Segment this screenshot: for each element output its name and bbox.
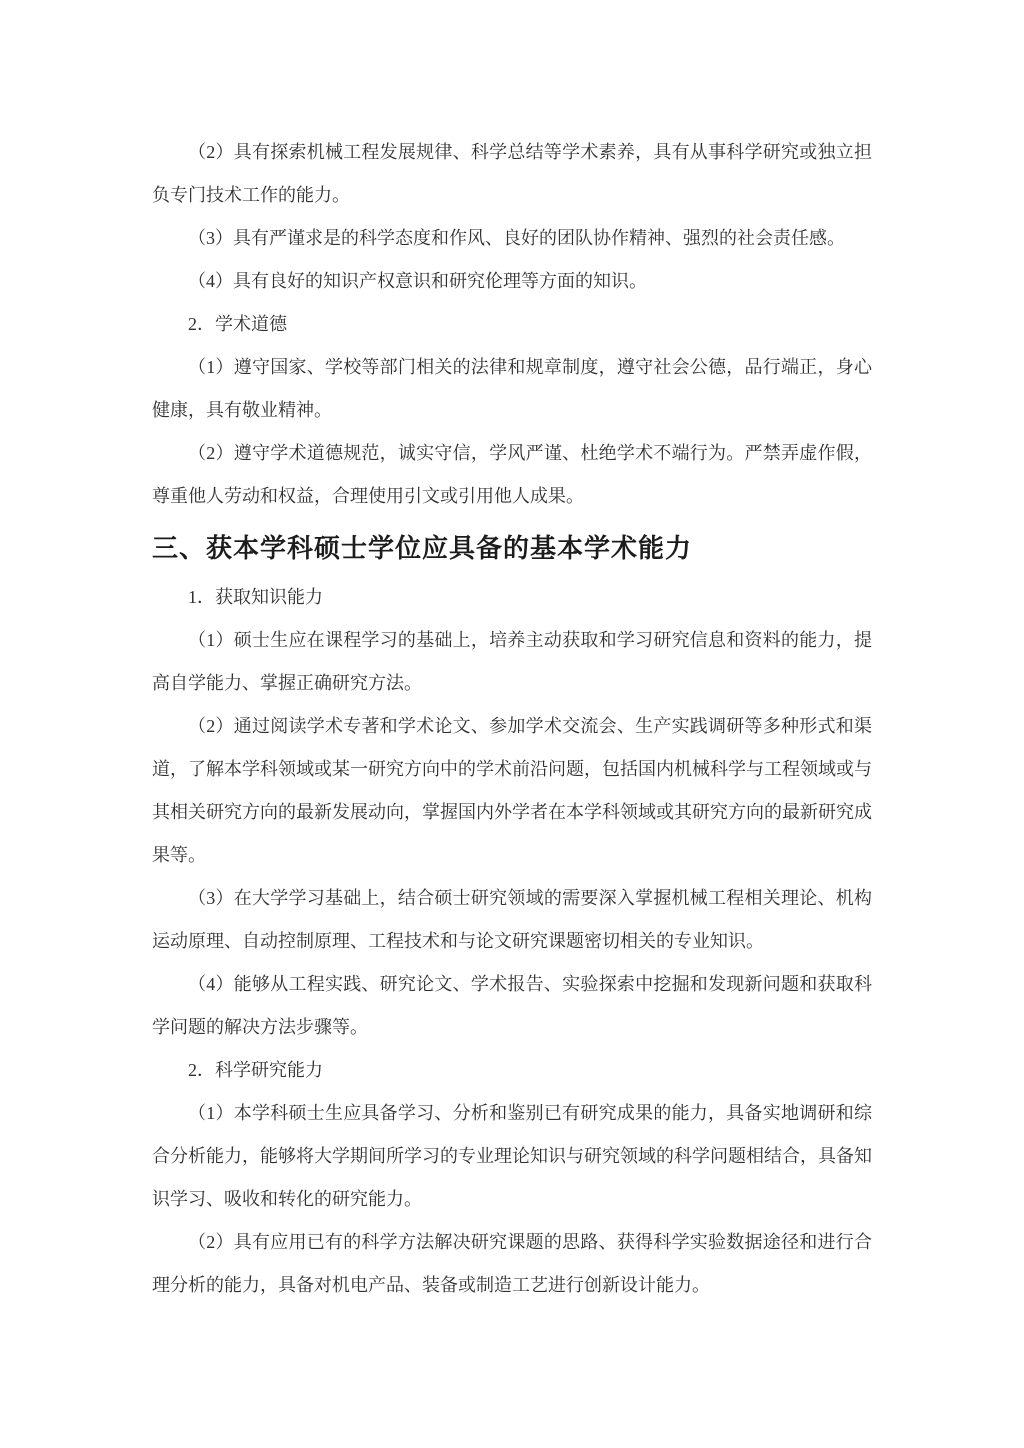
subsection-heading-academic-ethics: 2．学术道德 — [188, 314, 287, 334]
subsection-heading-knowledge-acquisition: 1．获取知识能力 — [188, 587, 323, 607]
document-content — [152, 131, 872, 1307]
paragraph-academic-quality-4: （4）具有良好的知识产权意识和研究伦理等方面的知识。 — [188, 271, 647, 291]
paragraph-research-2: （2）具有应用已有的科学方法解决研究课题的思路、获得科学实验数据途径和进行合理分析的能力，具备对机电产品、装备或制造工艺进行创新设计能力。 — [152, 1232, 872, 1295]
paragraph-knowledge-4: （4）能够从工程实践、研究论文、学术报告、实验探索中挖掘和发现新问题和获取科学问题的解决方法步骤等。 — [152, 974, 872, 1037]
section-heading-basic-academic-ability: 三、获本学科硕士学位应具备的基本学术能力 — [152, 533, 693, 563]
paragraph-academic-quality-2: （2）具有探索机械工程发展规律、科学总结等学术素养，具有从事科学研究或独立担负专门技术工作的能力。 — [152, 142, 872, 205]
paragraph-knowledge-2: （2）通过阅读学术专著和学术论文、参加学术交流会、生产实践调研等多种形式和渠道，了解本学科领域或某一研究方向中的学术前沿问题，包括国内机械科学与工程领域或与其相关研究方向的最新发展动向，掌握国内外学者在本学科领域或其研究方向的最新研究成果等。 — [152, 716, 872, 865]
paragraph-ethics-1: （1）遵守国家、学校等部门相关的法律和规章制度，遵守社会公德，品行端正，身心健康，具有敬业精神。 — [152, 357, 872, 420]
paragraph-knowledge-3: （3）在大学学习基础上，结合硕士研究领域的需要深入掌握机械工程相关理论、机构运动原理、自动控制原理、工程技术和与论文研究课题密切相关的专业知识。 — [152, 888, 872, 951]
paragraph-knowledge-1: （1）硕士生应在课程学习的基础上，培养主动获取和学习研究信息和资料的能力，提高自学能力、掌握正确研究方法。 — [152, 630, 872, 693]
paragraph-research-1: （1）本学科硕士生应具备学习、分析和鉴别已有研究成果的能力，具备实地调研和综合分析能力，能够将大学期间所学习的专业理论知识与研究领域的科学问题相结合，具备知识学习、吸收和转化的研究能力。 — [152, 1103, 872, 1209]
subsection-heading-scientific-research: 2．科学研究能力 — [188, 1060, 323, 1080]
paragraph-ethics-2: （2）遵守学术道德规范，诚实守信，学风严谨、杜绝学术不端行为。严禁弄虚作假，尊重他人劳动和权益，合理使用引文或引用他人成果。 — [152, 443, 872, 506]
paragraph-academic-quality-3: （3）具有严谨求是的科学态度和作风、良好的团队协作精神、强烈的社会责任感。 — [188, 228, 845, 248]
